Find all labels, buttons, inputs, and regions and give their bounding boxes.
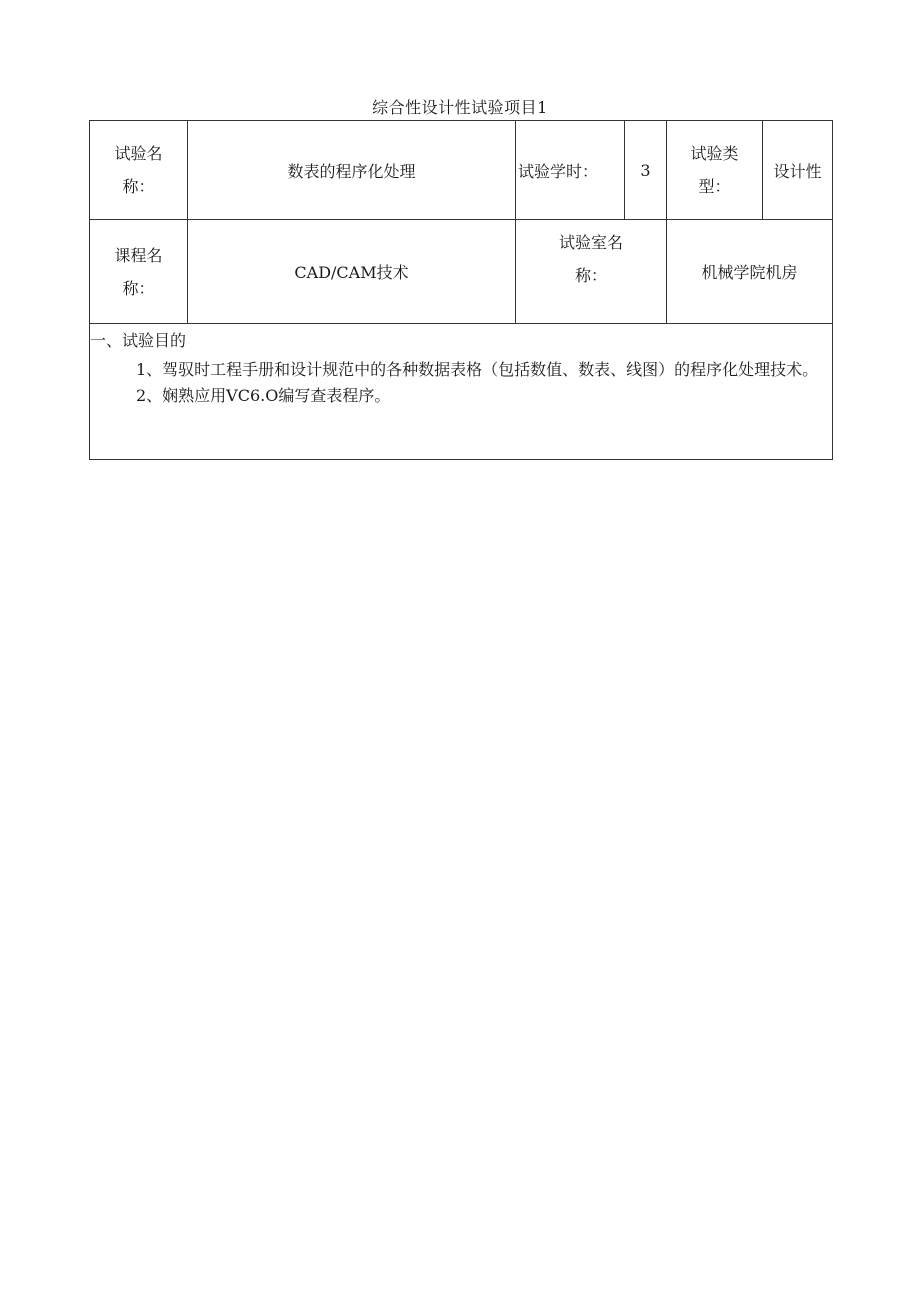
objectives-heading: 一、试验目的 (90, 331, 187, 350)
objective-item-2: 2、娴熟应用VC6.O编写查表程序。 (136, 386, 391, 405)
objectives-section (90, 324, 833, 460)
course-name-value: CAD/CAM技术 (188, 220, 516, 324)
page-title: 综合性设计性试验项目1 (372, 98, 548, 117)
table-row-course (90, 220, 833, 324)
table-row-experiment (90, 121, 833, 220)
lab-name-value: 机械学院机房 (667, 220, 833, 324)
course-name-label: 课程名 称： (90, 220, 188, 324)
lab-name-label: 试验室名 称： (516, 220, 667, 324)
experiment-hours-label: 试验学时： (516, 121, 625, 220)
objective-item-1: 1、驾驭时工程手册和设计规范中的各种数据表格（包括数值、数表、线图）的程序化处理技术。 (136, 360, 819, 379)
experiment-type-label: 试验类 型： (667, 121, 763, 220)
experiment-type-value: 设计性 (763, 121, 833, 220)
experiment-name-value: 数表的程序化处理 (188, 121, 516, 220)
experiment-info-table (89, 120, 833, 460)
experiment-hours-value: 3 (625, 121, 667, 220)
table-row-objectives (90, 324, 833, 460)
experiment-name-label: 试验名 称： (90, 121, 188, 220)
